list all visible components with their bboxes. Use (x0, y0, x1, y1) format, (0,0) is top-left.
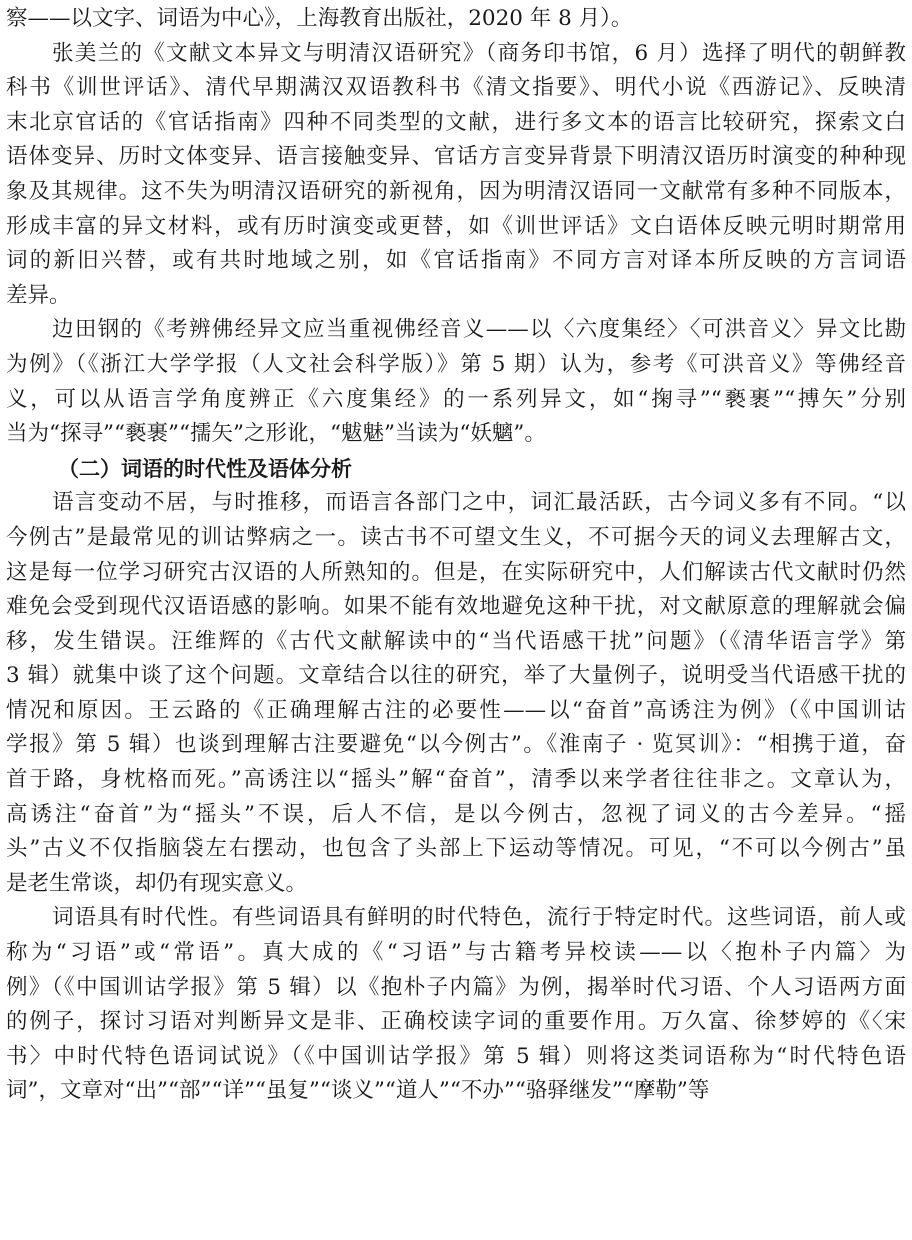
paragraph (6, 37, 906, 314)
text-line: 称为“习语”或“常语”。真大成的《“习语”与古籍考异校读——以〈抱朴子内篇〉为 (6, 940, 906, 966)
section-heading: （二）词语的时代性及语体分析 (58, 456, 352, 481)
paragraph (6, 486, 906, 901)
text-line: 差异。 (6, 282, 71, 308)
text-line: 科书《训世评话》、清代早期满汉双语教科书《清文指要》、明代小说《西游记》、反映清 (6, 75, 906, 101)
text-line: 情况和原因。王云路的《正确理解古注的必要性——以“奋首”高诱注为例》（《中国训诂 (6, 697, 906, 723)
text-line: 词”，文章对“出”“部”“详”“虽复”“谈义”“道人”“不办”“骆驿继发”“摩勒”等 (6, 1078, 710, 1104)
text-line: 的例子，探讨习语对判断异文是非、正确校读字词的重要作用。万久富、徐梦婷的《〈宋 (6, 1009, 906, 1035)
paragraph (6, 313, 906, 451)
text-line: 末北京官话的《官话指南》四种不同类型的文献，进行多文本的语言比较研究，探索文白 (6, 109, 906, 135)
text-line: 学报》第 5 辑）也谈到理解古注要避免“以今例古”。《淮南子 · 览冥训》：“相携于道，奋 (6, 732, 906, 758)
text-line: 今例古”是最常见的训诂弊病之一。读古书不可望文生义，不可据今天的词义去理解古文， (6, 524, 906, 550)
text-line: 象及其规律。这不失为明清汉语研究的新视角，因为明清汉语同一文献常有多种不同版本， (6, 178, 906, 204)
text-line: 移，发生错误。汪维辉的《古代文献解读中的“当代语感干扰”问题》（《清华语言学》第 (6, 628, 906, 654)
paragraph (6, 901, 906, 1109)
text-line: 书〉中时代特色语词试说》（《中国训诂学报》第 5 辑）则将这类词语称为“时代特色语 (6, 1043, 906, 1069)
text-line: 头”古义不仅指脑袋左右摆动，也包含了头部上下运动等情况。可见，“不可以今例古”虽 (6, 836, 906, 862)
text-line: 语言变动不居，与时推移，而语言各部门之中，词汇最活跃，古今词义多有不同。“以 (52, 490, 906, 516)
text-line: 是老生常谈，却仍有现实意义。 (6, 870, 308, 896)
text-line: 义，可以从语言学角度辨正《六度集经》的一系列异文，如“掬寻”“褻裹”“搏矢”分别 (6, 386, 906, 412)
text-line: 当为“探寻”“褻裹”“擩矢”之形讹，“魃魅”当读为“妖魑”。 (6, 421, 546, 447)
text-line: 察——以文字、词语为中心》，上海教育出版社，2020 年 8 月）。 (6, 6, 633, 31)
paragraph (6, 2, 906, 37)
text-line: 形成丰富的异文材料，或有历时演变或更替，如《训世评话》文白语体反映元明时期常用 (6, 213, 906, 239)
text-line: 边田钢的《考辨佛经异文应当重视佛经音义——以〈六度集经〉〈可洪音义〉异文比勘 (52, 317, 906, 343)
text-line: 为例》（《浙江大学学报（人文社会科学版）》第 5 期）认为，参考《可洪音义》等佛经音 (6, 351, 906, 377)
text-line: 词的新旧兴替，或有共时地域之别，如《官话指南》不同方言对译本所反映的方言词语 (6, 248, 906, 274)
text-line: 语体变异、历时文体变异、语言接触变异、官话方言变异背景下明清汉语历时演变的种种现 (6, 144, 906, 170)
text-line: 这是每一位学习研究古汉语的人所熟知的。但是，在实际研究中，人们解读古代文献时仍然 (6, 559, 906, 585)
text-line: 例》（《中国训诂学报》第 5 辑）以《抱朴子内篇》为例，揭举时代习语、个人习语两方面 (6, 974, 906, 1000)
text-line: 3 辑）就集中谈了这个问题。文章结合以往的研究，举了大量例子，说明受当代语感干扰的 (6, 663, 906, 689)
text-line: 首于路，身枕格而死。”高诱注以“摇头”解“奋首”，清季以来学者往往非之。文章认为， (6, 767, 906, 793)
text-line: 张美兰的《文献文本异文与明清汉语研究》（商务印书馆，6 月）选择了明代的朝鲜教 (52, 40, 906, 66)
text-line: 难免会受到现代汉语语感的影响。如果不能有效地避免这种干扰，对文献原意的理解就会偏 (6, 594, 906, 620)
text-line: 高诱注“奋首”为“摇头”不误，后人不信，是以今例古，忽视了词义的古今差异。“摇 (6, 801, 906, 827)
text-line: 词语具有时代性。有些词语具有鲜明的时代特色，流行于特定时代。这些词语，前人或 (52, 905, 906, 931)
